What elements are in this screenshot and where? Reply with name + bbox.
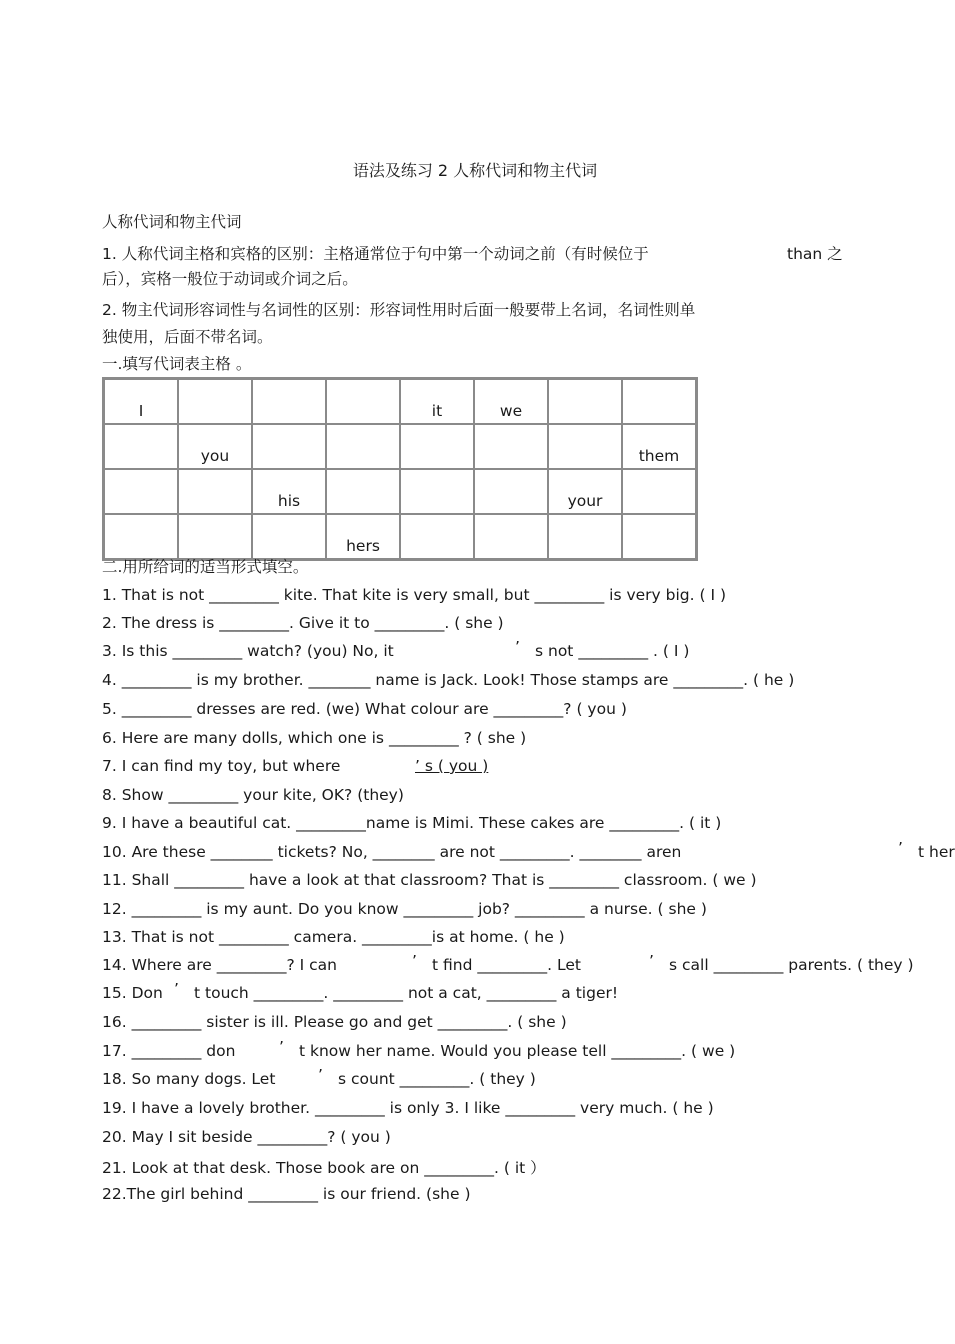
question-20: 20. May I sit beside _________? ( you ) xyxy=(102,1128,391,1146)
table-cell: your xyxy=(548,469,622,514)
question-14-apostrophe-2: ’ xyxy=(649,952,654,970)
pronoun-table xyxy=(102,377,698,561)
table-cell xyxy=(474,469,548,514)
table-cell xyxy=(474,514,548,559)
question-14-apostrophe-1: ’ xyxy=(412,952,417,970)
question-17-apostrophe: ’ xyxy=(279,1038,284,1056)
table-cell xyxy=(178,469,252,514)
section-heading: 人称代词和物主代词 xyxy=(102,213,242,231)
question-14-middle: t find _________. Let xyxy=(432,956,581,974)
table-cell xyxy=(252,424,326,469)
table-cell: his xyxy=(252,469,326,514)
table-cell xyxy=(622,514,696,559)
question-14: 14. Where are _________? I can xyxy=(102,956,337,974)
question-10: 10. Are these ________ tickets? No, ________ are not _________. ________ aren xyxy=(102,843,682,861)
question-18-end: s count _________. ( they ) xyxy=(338,1070,536,1088)
table-cell xyxy=(400,424,474,469)
question-15-end: t touch _________. _________ not a cat, _________ a tiger! xyxy=(194,984,619,1002)
question-14-end: s call _________ parents. ( they ) xyxy=(669,956,914,974)
table-cell: hers xyxy=(326,514,400,559)
question-7: 7. I can find my toy, but where xyxy=(102,757,341,775)
table-cell xyxy=(326,379,400,424)
table-cell: you xyxy=(178,424,252,469)
table-cell xyxy=(104,424,178,469)
table-cell xyxy=(178,514,252,559)
rule-2-line-1: 2. 物主代词形容词性与名词性的区别：形容词性用时后面一般要带上名词，名词性则单 xyxy=(102,301,696,319)
question-2: 2. The dress is _________. Give it to _________. ( she ) xyxy=(102,614,504,632)
question-13: 13. That is not _________ camera. _________is at home. ( he ) xyxy=(102,928,565,946)
table-cell: we xyxy=(474,379,548,424)
table-cell: them xyxy=(622,424,696,469)
table-cell xyxy=(400,514,474,559)
rule-2-line-2: 独使用，后面不带名词。 xyxy=(102,328,273,346)
question-16: 16. _________ sister is ill. Please go and get _________. ( she ) xyxy=(102,1013,567,1031)
question-8: 8. Show _________ your kite, OK? (they) xyxy=(102,786,404,804)
table-cell xyxy=(548,424,622,469)
rule-1-line-1: 1. 人称代词主格和宾格的区别：主格通常位于句中第一个动词之前（有时候位于 xyxy=(102,245,649,263)
question-11: 11. Shall _________ have a look at that classroom? That is _________ classroom. ( we ) xyxy=(102,871,757,889)
table-row xyxy=(104,469,696,514)
table-row xyxy=(104,514,696,559)
table-row xyxy=(104,379,696,424)
question-3-apostrophe: ’ xyxy=(515,638,520,656)
section-2-heading: 二.用所给词的适当形式填空。 xyxy=(102,558,309,576)
table-cell xyxy=(548,379,622,424)
table-cell xyxy=(326,424,400,469)
rule-1-line-2: 后），宾格一般位于动词或介词之后。 xyxy=(102,270,358,288)
table-cell xyxy=(252,379,326,424)
table-cell xyxy=(548,514,622,559)
rule-1-than: than 之 xyxy=(787,245,843,263)
question-1: 1. That is not _________ kite. That kite is very small, but _________ is very big. ( I ) xyxy=(102,586,726,604)
question-22: 22.The girl behind _________ is our friend. (she ) xyxy=(102,1185,471,1203)
table-cell xyxy=(252,514,326,559)
table-cell xyxy=(326,469,400,514)
question-19: 19. I have a lovely brother. _________ is only 3. I like _________ very much. ( he ) xyxy=(102,1099,714,1117)
question-21: 21. Look at that desk. Those book are on _________. ( it ） xyxy=(102,1159,546,1177)
question-7-end: ’ s ( you ) xyxy=(415,757,489,775)
question-4: 4. _________ is my brother. ________ name is Jack. Look! Those stamps are _________. ( he ) xyxy=(102,671,795,689)
section-1-heading: 一.填写代词表主格 。 xyxy=(102,355,252,373)
table-cell: I xyxy=(104,379,178,424)
question-5: 5. _________ dresses are red. (we) What colour are _________? ( you ) xyxy=(102,700,627,718)
table-cell xyxy=(104,469,178,514)
question-15: 15. Don xyxy=(102,984,163,1002)
question-6: 6. Here are many dolls, which one is _________ ? ( she ) xyxy=(102,729,527,747)
table-cell xyxy=(622,379,696,424)
table-cell xyxy=(178,379,252,424)
question-9: 9. I have a beautiful cat. _________name is Mimi. These cakes are _________. ( it ) xyxy=(102,814,722,832)
table-row xyxy=(104,424,696,469)
question-17-end: t know her name. Would you please tell _________. ( we ) xyxy=(299,1042,736,1060)
question-17: 17. _________ don xyxy=(102,1042,236,1060)
question-3: 3. Is this _________ watch? (you) No, it xyxy=(102,642,394,660)
page-title: 语法及练习 2 人称代词和物主代词 xyxy=(352,161,598,180)
question-10-end: t her xyxy=(918,843,955,861)
question-15-apostrophe: ’ xyxy=(174,980,179,998)
table-cell xyxy=(104,514,178,559)
question-3-end: s not _________ . ( I ) xyxy=(535,642,690,660)
table-cell xyxy=(474,424,548,469)
question-18-apostrophe: ’ xyxy=(318,1066,323,1084)
table-cell xyxy=(622,469,696,514)
question-18: 18. So many dogs. Let xyxy=(102,1070,276,1088)
table-cell: it xyxy=(400,379,474,424)
question-12: 12. _________ is my aunt. Do you know _________ job? _________ a nurse. ( she ) xyxy=(102,900,707,918)
question-10-apostrophe: ’ xyxy=(898,839,903,857)
table-cell xyxy=(400,469,474,514)
